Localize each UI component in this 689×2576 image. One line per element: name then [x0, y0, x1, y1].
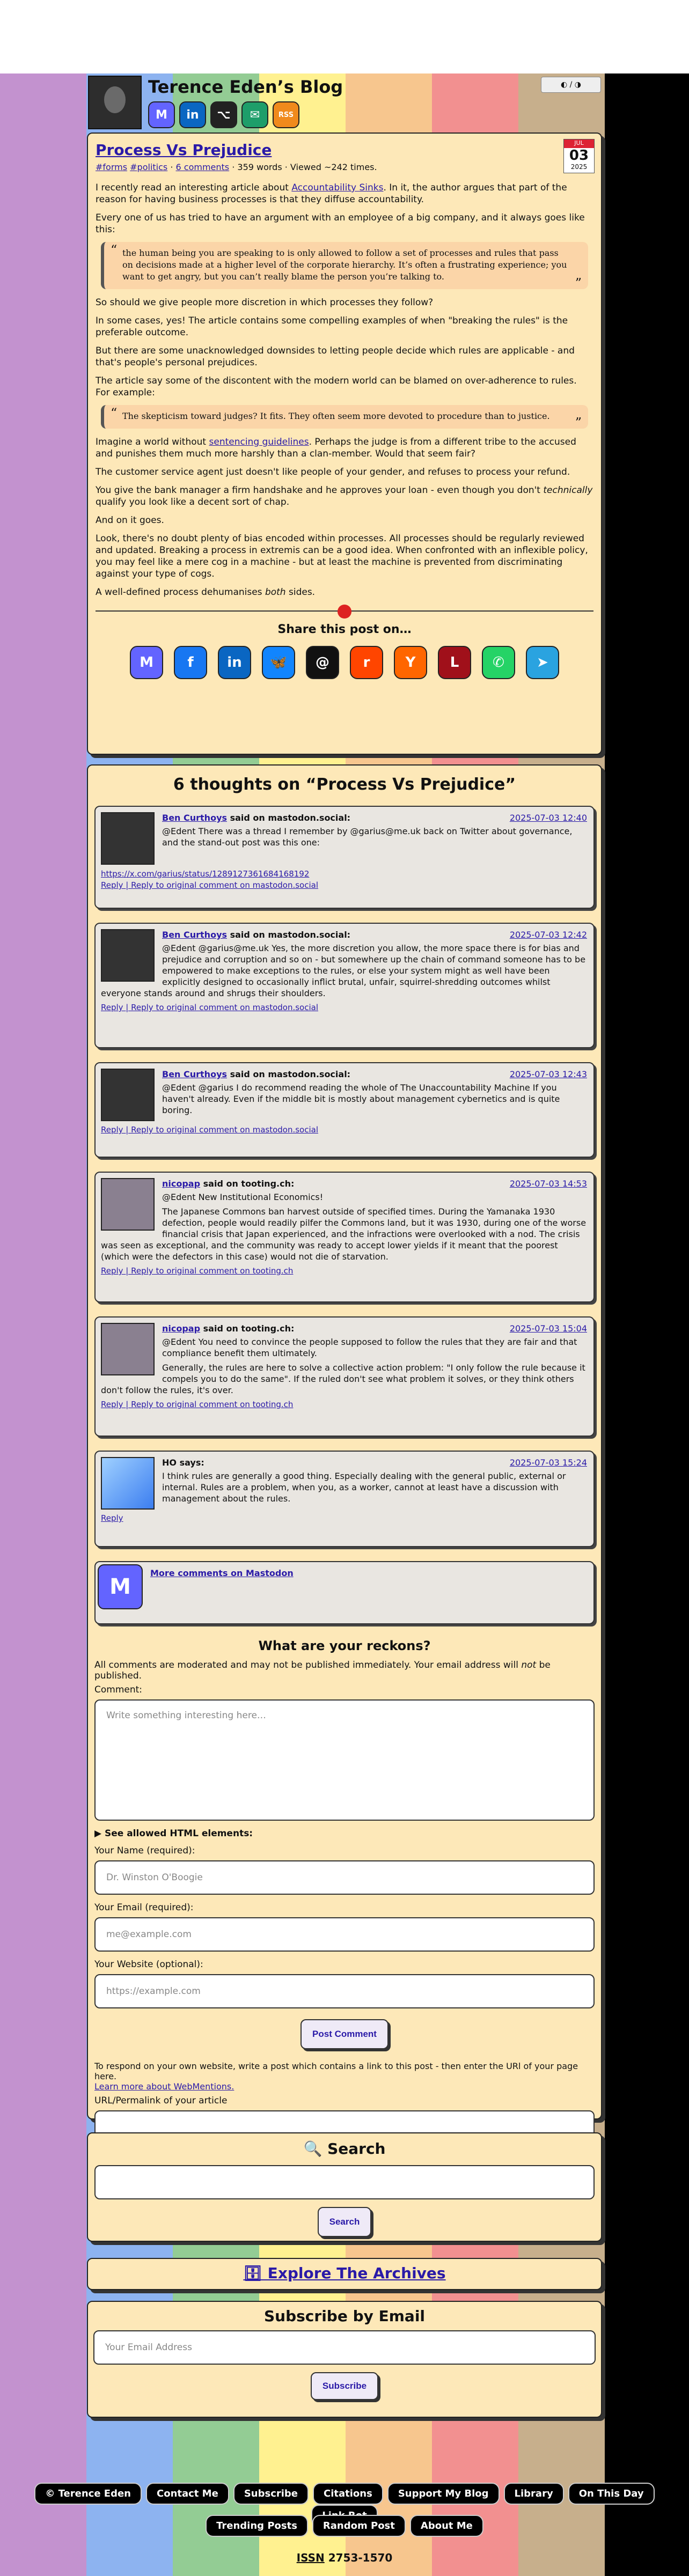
- website-input[interactable]: https://example.com: [94, 1974, 595, 2008]
- date-month: JUL: [564, 139, 594, 148]
- comment-author[interactable]: Ben Curthoys: [162, 930, 228, 940]
- comment-avatar: [101, 929, 155, 982]
- social-links: [148, 101, 299, 128]
- meta-rest: · 359 words · Viewed ~242 times.: [229, 162, 377, 172]
- paragraph: But there are some unacknowledged downsides to letting people decide which rules are applicable - and that's people's personal prejudices.: [96, 345, 575, 368]
- footer-link[interactable]: On This Day: [568, 2483, 655, 2505]
- blockquote: “ the human being you are speaking to is only allowed to follow a set of processes and rules that pass on decisions made at a higher level of the corporate hierarchy. It’s often a frustrating experience; you want to get angry, but you can’t really blame the person you’re talking to. ”: [101, 242, 588, 289]
- form-notice: All comments are moderated and may not be published immediately. Your email address will not be published.: [94, 1660, 551, 1681]
- webmention-text: To respond on your own website, write a post which contains a link to this post - then enter the URl of your page here.: [94, 2061, 578, 2081]
- accountability-sinks-link[interactable]: Accountability Sinks: [291, 182, 384, 193]
- date-calendar[interactable]: [563, 139, 595, 173]
- email-icon[interactable]: ✉: [241, 101, 268, 128]
- comment-actions[interactable]: Reply | Reply to original comment on mastodon.social: [101, 1003, 319, 1012]
- comment: Ben Curthoys said on mastodon.social: 2025-07-03 12:40 @Edent There was a thread I remember by @garius@me.uk back on Twitter about governance, and the stand-out post was this one: https://x.com/garius/status/1289127361684168192 Reply | Reply to original comment on mastodon.social: [94, 806, 595, 909]
- date-year: 2025: [570, 163, 588, 171]
- name-input[interactable]: Dr. Winston O'Boogie: [94, 1860, 595, 1895]
- issn-label[interactable]: ISSN: [296, 2551, 325, 2564]
- comment: HO says: 2025-07-03 15:24 I think rules are generally a good thing. Especially dealing with the general public, external or internal. Rules are a problem, when you, as a worker, cannot at least have a discussion with management about the rules. Reply: [94, 1451, 595, 1547]
- comment: Ben Curthoys said on mastodon.social: 2025-07-03 12:43 @Edent @garius I do recommend reading the whole of The Unaccountability Machine If you haven't already. Even if the middle bit is mostly about management cybernetics and is quite boring. Reply | Reply to original comment on mastodon.social: [94, 1062, 595, 1158]
- heart-icon: [338, 605, 351, 619]
- comment-avatar: [101, 1323, 155, 1375]
- date-day: 03: [569, 148, 589, 164]
- post-comment-button[interactable]: Post Comment: [300, 2019, 389, 2049]
- blog-title[interactable]: Terence Eden’s Blog: [148, 77, 343, 97]
- footer-nav-row2: [0, 2515, 689, 2537]
- footer-link[interactable]: Contact Me: [146, 2483, 229, 2505]
- comment-author[interactable]: Ben Curthoys: [162, 1069, 228, 1079]
- more-comments-link[interactable]: More comments on Mastodon: [150, 1568, 294, 1578]
- blockquote: “ The skepticism toward judges? It fits. They often seem more devoted to procedure than to justice. ”: [101, 405, 588, 429]
- search-button[interactable]: Search: [318, 2207, 372, 2237]
- issn-value: 2753-1570: [324, 2551, 393, 2564]
- email-label: Your Email (required):: [94, 1902, 194, 1913]
- github-icon[interactable]: ⌥: [210, 101, 237, 128]
- search-input[interactable]: [94, 2165, 595, 2199]
- subscribe-email-input[interactable]: Your Email Address: [93, 2330, 596, 2365]
- comment-date[interactable]: 2025-07-03 12:43: [509, 1069, 587, 1079]
- footer-link[interactable]: Library: [504, 2483, 564, 2505]
- footer-link[interactable]: Support My Blog: [387, 2483, 500, 2505]
- share-section: [96, 623, 593, 679]
- comments-title: 6 thoughts on “Process Vs Prejudice”: [173, 775, 516, 794]
- paragraph: And on it goes.: [96, 515, 164, 526]
- comment-author[interactable]: nicopap: [162, 1323, 201, 1334]
- paragraph: I recently read an interesting article about Accountability Sinks. In it, the author argues that part of the reason for having business processes is that they diffuse accountability.: [96, 182, 567, 205]
- comment-date[interactable]: 2025-07-03 15:04: [509, 1323, 587, 1334]
- name-label: Your Name (required):: [94, 1845, 195, 1856]
- paragraph: So should we give people more discretion in which processes they follow?: [96, 297, 434, 308]
- footer-link[interactable]: © Terence Eden: [34, 2483, 142, 2505]
- comment-actions[interactable]: Reply: [101, 1513, 123, 1523]
- issn: [0, 2551, 689, 2564]
- comment-actions[interactable]: Reply | Reply to original comment on mastodon.social: [101, 880, 319, 890]
- comment-actions[interactable]: Reply | Reply to original comment on tooting.ch: [101, 1400, 294, 1409]
- email-input[interactable]: me@example.com: [94, 1917, 595, 1952]
- comment-author[interactable]: nicopap: [162, 1179, 201, 1189]
- comment-text: @Edent New Institutional Economics!: [162, 1192, 324, 1202]
- site-header: [87, 73, 602, 133]
- paragraph: The article say some of the discontent with the modern world can be blamed on over-adherence to rules. For example:: [96, 376, 577, 398]
- comment-avatar: [101, 1069, 155, 1121]
- comment-date[interactable]: 2025-07-03 12:42: [509, 930, 587, 940]
- share-telegram-icon[interactable]: ➤: [526, 646, 559, 679]
- subscribe-button[interactable]: Subscribe: [311, 2372, 378, 2400]
- paragraph: In some cases, yes! The article contains some compelling examples of when "breaking the rules" is the preferable outcome.: [96, 315, 568, 338]
- theme-toggle[interactable]: ◐ / ◑: [541, 77, 601, 93]
- comment-form: [94, 1638, 595, 2184]
- footer-link[interactable]: About Me: [410, 2515, 483, 2537]
- footer-link[interactable]: Random Post: [312, 2515, 406, 2537]
- comment-author[interactable]: Ben Curthoys: [162, 813, 228, 823]
- search-title: 🔍 Search: [303, 2140, 386, 2158]
- comment-actions[interactable]: Reply | Reply to original comment on mastodon.social: [101, 1125, 319, 1135]
- webmention-link[interactable]: Learn more about WebMentions.: [94, 2081, 234, 2092]
- section-divider: [96, 605, 593, 617]
- paragraph: Look, there's no doubt plenty of bias encoded within processes. All processes should be regularly reviewed and updated. Breaking a process in extremis can be a good idea. When confronted with an inflexible policy, you may feel like a mere cog in a machine - but at least the machine is prevented from discriminating against your type of cogs.: [96, 533, 588, 579]
- comment: nicopap said on tooting.ch: 2025-07-03 14:53 @Edent New Institutional Economics! The Japanese Commons ban harvest outside of specified times. During the Yamanaka 1930 defection, people would readily pilfer the Commons land, but it was 1930, during one of the worse financial crisis that Japan experienced, and the infractions were overlooked with a nod. The crisis was seen as exceptional, and the community was ready to accept lower yields if it meant that the poorest (which were the defectors in this case) would not die of starvation. Reply | Reply to original comment on tooting.ch: [94, 1172, 595, 1302]
- website-label: Your Website (optional):: [94, 1959, 203, 1970]
- comment-avatar: [101, 1457, 155, 1510]
- paragraph: Every one of us has tried to have an argument with an employee of a big company, and it always goes like this:: [96, 212, 585, 235]
- paragraph: A well-defined process dehumanises both sides.: [96, 587, 316, 598]
- comment: nicopap said on tooting.ch: 2025-07-03 15:04 @Edent You need to convince the people supposed to follow the rules that they are fair and that compliance benefit them ultimately. Generally, the rules are here to solve a collective action problem: "I only follow the rule because it compels you to do the same". If the ruled don't see what problem it solves, or they think others don't follow the rules, it's over. Reply | Reply to original comment on tooting.ch: [94, 1316, 595, 1437]
- archives-link[interactable]: 🗄 Explore The Archives: [243, 2264, 446, 2282]
- page-column: [87, 73, 602, 2418]
- comment-text: @Edent You need to convince the people supposed to follow the rules that they are fair and that compliance benefit them ultimately.: [162, 1337, 577, 1358]
- linkedin-icon[interactable]: in: [179, 101, 206, 128]
- comment: Ben Curthoys said on mastodon.social: 2025-07-03 12:42 @Edent @garius@me.uk Yes, the more discretion you allow, the more space there is for bias and prejudice and corruption and so on - but somewhere up the chain of command someone has to be empowered to make exceptions to the rules, or else your system might as well have been explicitly designed to occasionally inflict brutal, unfair, squirrel-shredding outcomes whilst everyone stands around and shrugs their shoulders. Reply | Reply to original comment on mastodon.social: [94, 923, 595, 1048]
- archives-section: [87, 2258, 602, 2290]
- avatar[interactable]: [88, 76, 142, 129]
- share-title: Share this post on…: [277, 623, 412, 636]
- share-threads-icon[interactable]: @: [306, 646, 339, 679]
- comment-date[interactable]: 2025-07-03 15:24: [509, 1458, 587, 1468]
- paragraph: You give the bank manager a firm handshake and he approves your loan - even though you don't technically qualify you look like a decent sort of chap.: [96, 485, 593, 507]
- comment-text: @Edent @garius I do recommend reading the whole of The Unaccountability Machine If you haven't already. Even if the middle bit is mostly about management cybernetics and is quite boring.: [162, 1083, 560, 1115]
- footer-link[interactable]: Subscribe: [233, 2483, 309, 2505]
- share-linkedin-icon[interactable]: in: [218, 646, 251, 679]
- comment-text: Generally, the rules are here to solve a collective action problem: "I only follow the rule because it compels you to do the same". If the ruled don't see what problem it solves, or they think others don't follow the rules, it's over.: [101, 1363, 585, 1395]
- tag-politics[interactable]: #politics: [130, 162, 168, 172]
- comment-date[interactable]: 2025-07-03 14:53: [509, 1179, 587, 1189]
- comment-text: @Edent @garius@me.uk Yes, the more discretion you allow, the more space there is for bias and prejudice and corruption and so on - but somewhere up the chain of command someone has to be empowered to make exceptions to the rules, or else your system might as well have been explicitly designed to occasionally inflict brutal, unfair, squirrel-shredding outcomes whilst everyone stands around and shrugs their shoulders.: [101, 943, 586, 998]
- footer-link[interactable]: Citations: [313, 2483, 383, 2505]
- url-label: URL/Permalink of your article: [94, 2095, 228, 2106]
- paragraph: The customer service agent just doesn't like people of your gender, and refuses to process your refund.: [96, 467, 570, 477]
- subscribe-section: [87, 2301, 602, 2418]
- comment-avatar: [101, 1178, 155, 1231]
- more-comments-box: [94, 1561, 595, 1624]
- subscribe-title: Subscribe by Email: [263, 2307, 426, 2325]
- comment-text: I think rules are generally a good thing. Especially dealing with the general public, external or internal. Rules are a problem, when you, as a worker, cannot at least have a discussion with management about the rules.: [162, 1471, 566, 1504]
- comments-link[interactable]: 6 comments: [175, 162, 230, 172]
- comment-avatar: [101, 812, 155, 865]
- comment-author: HO: [162, 1458, 177, 1468]
- comment-text: @Edent There was a thread I remember by @garius@me.uk back on Twitter about governance, and the stand-out post was this one:: [162, 826, 573, 848]
- post-article: [87, 133, 602, 755]
- rss-icon[interactable]: RSS: [273, 101, 299, 128]
- comment-actions[interactable]: Reply | Reply to original comment on tooting.ch: [101, 1266, 294, 1276]
- top-margin: [0, 0, 689, 73]
- share-lobsters-icon[interactable]: L: [438, 646, 471, 679]
- sentencing-guidelines-link[interactable]: sentencing guidelines: [209, 437, 309, 447]
- tag-forms[interactable]: #forms: [96, 162, 128, 172]
- share-hackernews-icon[interactable]: Y: [394, 646, 427, 679]
- mastodon-icon: M: [98, 1564, 143, 1609]
- comment-url[interactable]: https://x.com/garius/status/1289127361684168192: [101, 869, 310, 879]
- share-facebook-icon[interactable]: f: [174, 646, 207, 679]
- post-meta: #forms #politics · 6 comments · 359 words · Viewed ~242 times.: [96, 162, 377, 172]
- allowed-html-toggle[interactable]: ▶ See allowed HTML elements:: [94, 1828, 253, 1839]
- share-bluesky-icon[interactable]: 🦋: [262, 646, 295, 679]
- comment-text: The Japanese Commons ban harvest outside of specified times. During the Yamanaka 1930 defection, people would readily pilfer the Commons land, but it was 1930, during one of the worse financial crisis that Japan experienced, and the infractions were overlooked with a nod. The crisis was seen as exceptional, and the community was ready to accept lower yields if it meant that the poorest (which were the defectors in this case) would not die of starvation.: [101, 1206, 587, 1262]
- share-mastodon-icon[interactable]: M: [130, 646, 163, 679]
- search-section: [87, 2132, 602, 2242]
- comment-date[interactable]: 2025-07-03 12:40: [509, 813, 587, 823]
- mastodon-icon[interactable]: M: [148, 101, 175, 128]
- comment-label: Comment:: [94, 1684, 143, 1695]
- form-title: What are your reckons?: [258, 1638, 431, 1653]
- comment-textarea[interactable]: Write something interesting here…: [94, 1699, 595, 1821]
- comments-section: [87, 764, 602, 2119]
- share-reddit-icon[interactable]: r: [350, 646, 383, 679]
- paragraph: Imagine a world without sentencing guidelines. Perhaps the judge is from a different tribe to the accused and punishes them much more harshly than a clan-member. Would that seem fair?: [96, 437, 576, 459]
- footer-link[interactable]: Trending Posts: [206, 2515, 308, 2537]
- share-whatsapp-icon[interactable]: ✆: [482, 646, 515, 679]
- post-title[interactable]: Process Vs Prejudice: [96, 141, 272, 159]
